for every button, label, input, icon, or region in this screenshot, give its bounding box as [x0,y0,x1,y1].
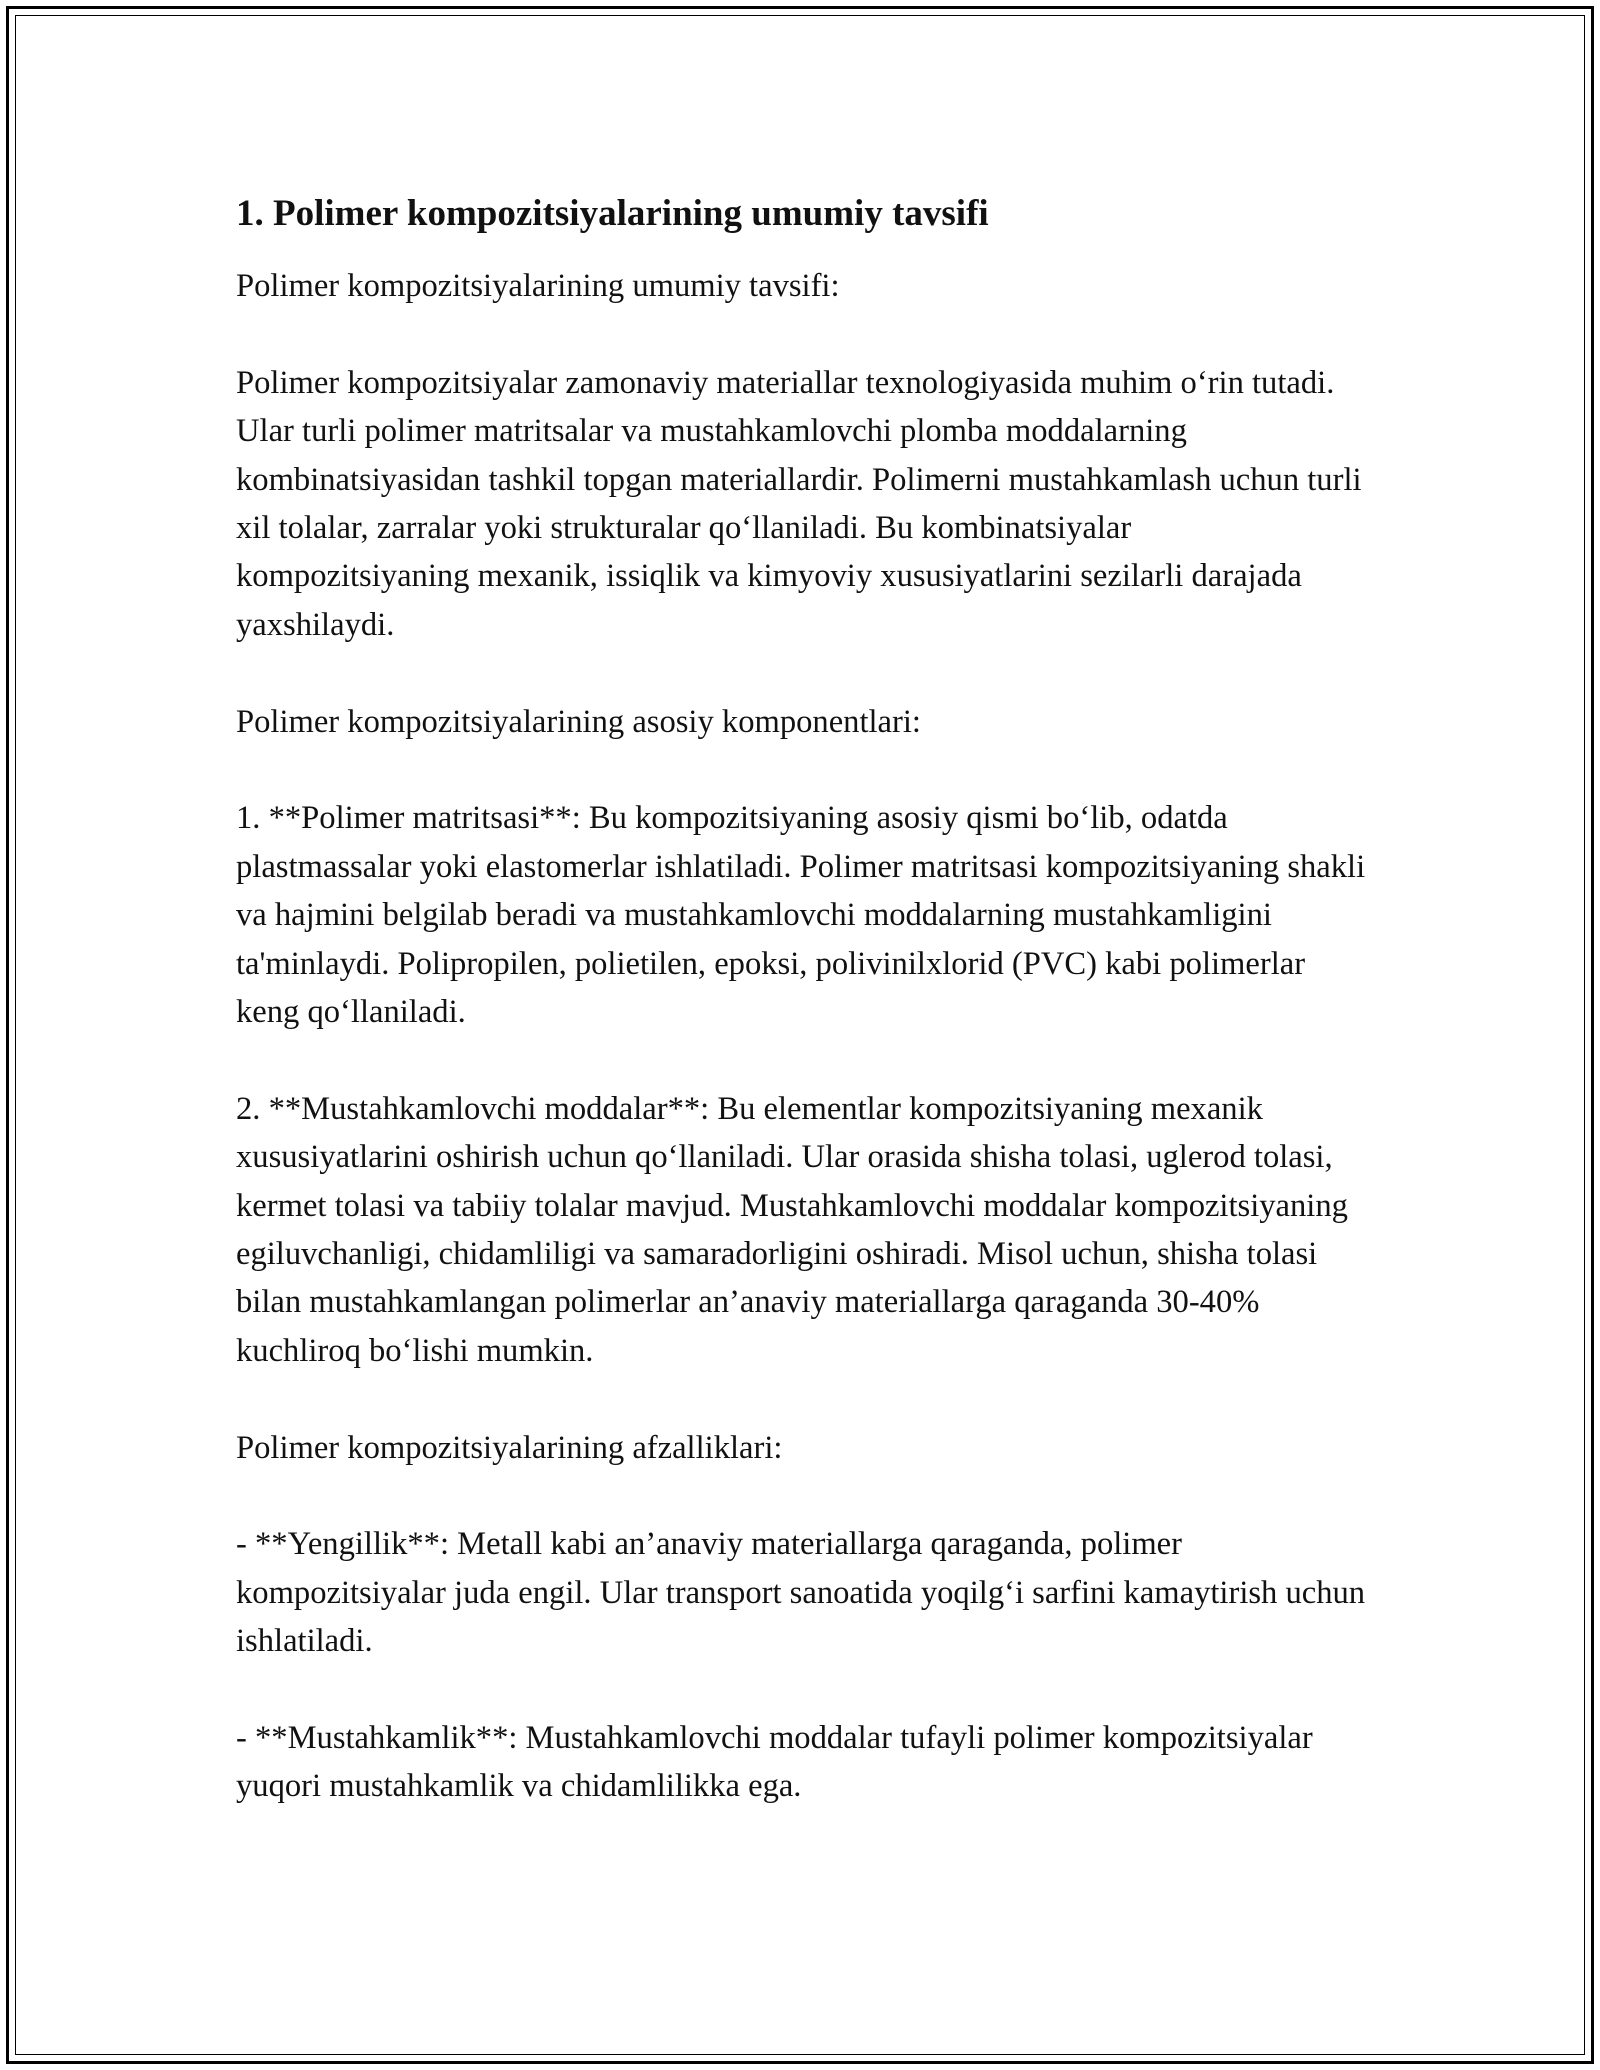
document-body [236,186,1366,1811]
components-label: Polimer kompozitsiyalarining asosiy komponentlari: [236,703,921,740]
overview-paragraph: Polimer kompozitsiyalar zamonaviy materiallar texnologiyasida muhim o‘rin tutadi. Ular turli polimer matritsalar va mustahkamlovchi plomba moddalarning kombinatsiyasidan tashkil topgan materiallardir. Polimerni mustahkamlash uchun turli xil tolalar, zarralar yoki strukturalar qo‘llaniladi. Bu kombinatsiyalar kompozitsiyaning mexanik, issiqlik va kimyoviy xususiyatlarini sezilarli darajada yaxshilaydi. [236,364,1362,643]
paragraph-gap [236,310,1366,358]
component-reinforcement-paragraph: 2. **Mustahkamlovchi moddalar**: Bu elementlar kompozitsiyaning mexanik xususiyatlarini oshirish uchun qo‘llaniladi. Ular orasida shisha tolasi, uglerod tolasi, kermet tolasi va tabiiy tolalar mavjud. Mustahkamlovchi moddalar kompozitsiyaning egiluvchanligi, chidamliligi va samaradorligini oshiradi. Misol uchun, shisha tolasi bilan mustahkamlangan polimerlar an’anaviy materiallarga qaraganda 30-40% kuchliroq bo‘lishi mumkin. [236,1090,1348,1369]
paragraph-gap [236,1036,1366,1084]
section-heading: 1. Polimer kompozitsiyalarining umumiy tavsifi [236,193,989,234]
intro-label: Polimer kompozitsiyalarining umumiy tavsifi: [236,268,840,304]
paragraph-gap [236,1472,1366,1520]
advantage-lightness-item: - **Yengillik**: Metall kabi an’anaviy materiallarga qaraganda, polimer kompozitsiyalar juda engil. Ular transport sanoatida yoqilg‘i sarfini kamaytirish uchun ishlatiladi. [236,1526,1366,1660]
paragraph-gap [236,649,1366,697]
paragraph-gap [236,1666,1366,1714]
component-matrix-paragraph: 1. **Polimer matritsasi**: Bu kompozitsiyaning asosiy qismi bo‘lib, odatda plastmassalar yoki elastomerlar ishlatiladi. Polimer matritsasi kompozitsiyaning shakli va hajmini belgilab beradi va mustahkamlovchi moddalarning mustahkamligini ta'minlaydi. Polipropilen, polietilen, epoksi, polivinilxlorid (PVC) kabi polimerlar keng qo‘llaniladi. [236,800,1366,1031]
paragraph-gap [236,1375,1366,1423]
paragraph-gap [236,746,1366,794]
advantages-label: Polimer kompozitsiyalarining afzalliklari: [236,1429,783,1466]
advantage-strength-item: - **Mustahkamlik**: Mustahkamlovchi moddalar tufayli polimer kompozitsiyalar yuqori mustahkamlik va chidamlilikka ega. [236,1720,1313,1805]
